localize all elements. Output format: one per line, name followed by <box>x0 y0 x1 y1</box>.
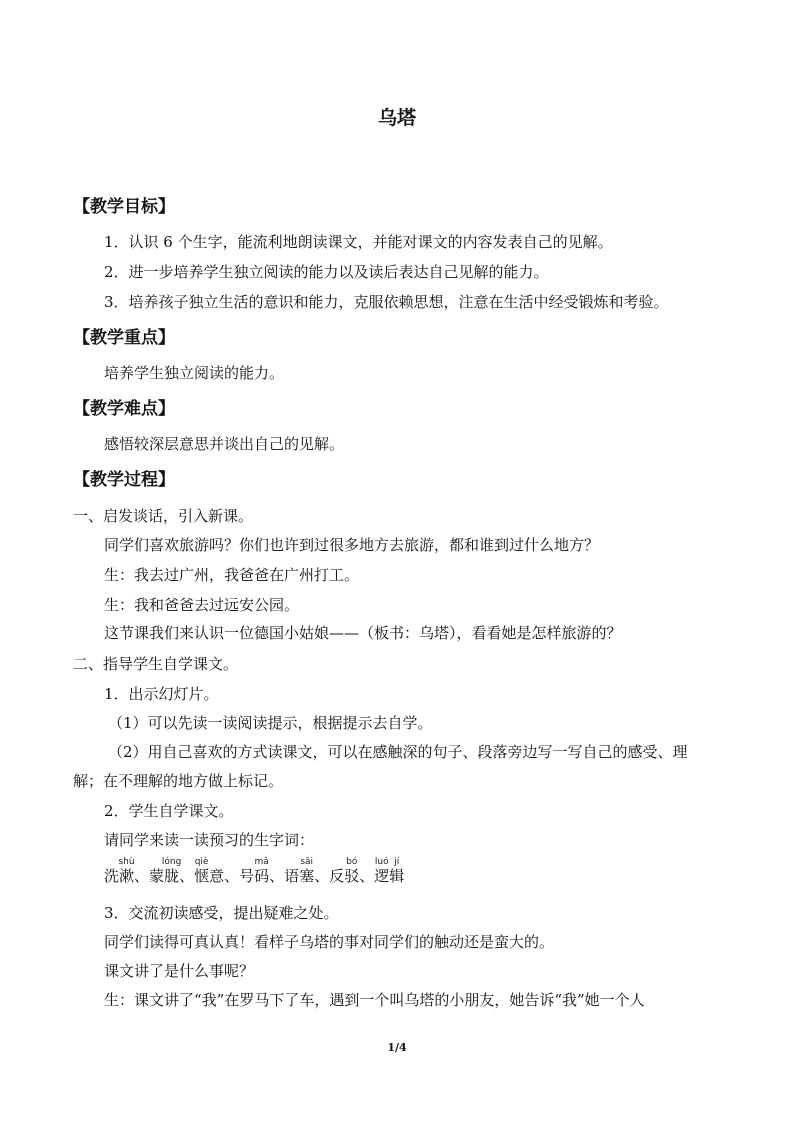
pinyin-word: 塞sāi <box>299 857 315 885</box>
pinyin-word: 码mǎ <box>254 857 270 885</box>
part2-step3-c: 生：课文讲了“我”在罗马下了车，遇到一个叫乌塔的小朋友，她告诉“我”她一个人 <box>104 991 645 1009</box>
word-prefix: 反 <box>329 867 345 885</box>
goal-item-3: 3．培养孩子独立生活的意识和能力，克服依赖思想，注意在生活中经受锻炼和考验。 <box>104 293 669 311</box>
heading-teaching-key: 【教学重点】 <box>73 328 175 348</box>
key-text: 培养学生独立阅读的能力。 <box>104 364 285 382</box>
goal-item-2: 2．进一步培养学生独立阅读的能力以及读后表达自己见解的能力。 <box>104 263 549 281</box>
word-prefix: 蒙 <box>149 867 165 885</box>
part2-step2: 2．学生自学课文。 <box>104 802 234 820</box>
heading-teaching-goals: 【教学目标】 <box>73 197 175 217</box>
word-suffix: 、 <box>314 867 330 885</box>
word-suffix: 意、 <box>209 867 240 885</box>
part2-step1-b-line1: （2）用自己喜欢的方式读课文，可以在感触深的句子、段落旁边写一写自己的感受、理 <box>108 743 688 761</box>
pinyin-word: 辑jí <box>389 857 405 885</box>
word-suffix: 、 <box>359 867 375 885</box>
pinyin-word: 逻luó <box>374 857 390 885</box>
part2-step2-a: 请同学来读一读预习的生字词： <box>104 831 315 849</box>
heading-teaching-difficulty: 【教学难点】 <box>73 399 175 419</box>
part1-answer-1: 生：我去过广州，我爸爸在广州打工。 <box>104 566 360 584</box>
page-number: 1/4 <box>387 1041 407 1054</box>
part2-step1: 1．出示幻灯片。 <box>104 685 219 703</box>
part2-title: 二、指导学生自学课文。 <box>73 655 239 673</box>
word-suffix: 、 <box>134 867 150 885</box>
heading-teaching-process: 【教学过程】 <box>73 470 175 490</box>
difficulty-text: 感悟较深层意思并谈出自己的见解。 <box>104 435 345 453</box>
part2-step3-a: 同学们读得可真认真！看样子乌塔的事对同学们的触动还是蛮大的。 <box>104 933 555 951</box>
word-prefix: 语 <box>284 867 300 885</box>
vocabulary-words <box>104 857 404 889</box>
part2-step1-a: （1）可以先读一读阅读提示，根据提示去自学。 <box>108 714 433 732</box>
pinyin-word: 漱shù <box>118 857 135 885</box>
word-prefix: 洗 <box>104 867 120 885</box>
document-title: 乌塔 <box>377 107 416 129</box>
word-prefix: 号 <box>239 867 255 885</box>
part1-question: 同学们喜欢旅游吗？你们也许到过很多地方去旅游，都和谁到过什么地方？ <box>104 536 600 554</box>
word-suffix: 、 <box>269 867 285 885</box>
goal-item-1: 1．认识 6 个生字，能流利地朗读课文，并能对课文的内容发表自己的见解。 <box>104 233 613 251</box>
pinyin-word: 驳bó <box>344 857 360 885</box>
part1-intro: 这节课我们来认识一位德国小姑娘——（板书：乌塔），看看她是怎样旅游的？ <box>104 624 622 642</box>
part2-step3: 3．交流初读感受，提出疑难之处。 <box>104 904 339 922</box>
part1-answer-2: 生：我和爸爸去过远安公园。 <box>104 596 300 614</box>
pinyin-word: 惬qiè <box>194 857 210 885</box>
part2-step3-b: 课文讲了是什么事呢？ <box>104 962 255 980</box>
part1-title: 一、启发谈话，引入新课。 <box>73 507 254 525</box>
part2-step1-b-line2: 解；在不理解的地方做上标记。 <box>73 772 284 790</box>
word-suffix: 、 <box>179 867 195 885</box>
pinyin-word: 胧lóng <box>161 857 182 885</box>
